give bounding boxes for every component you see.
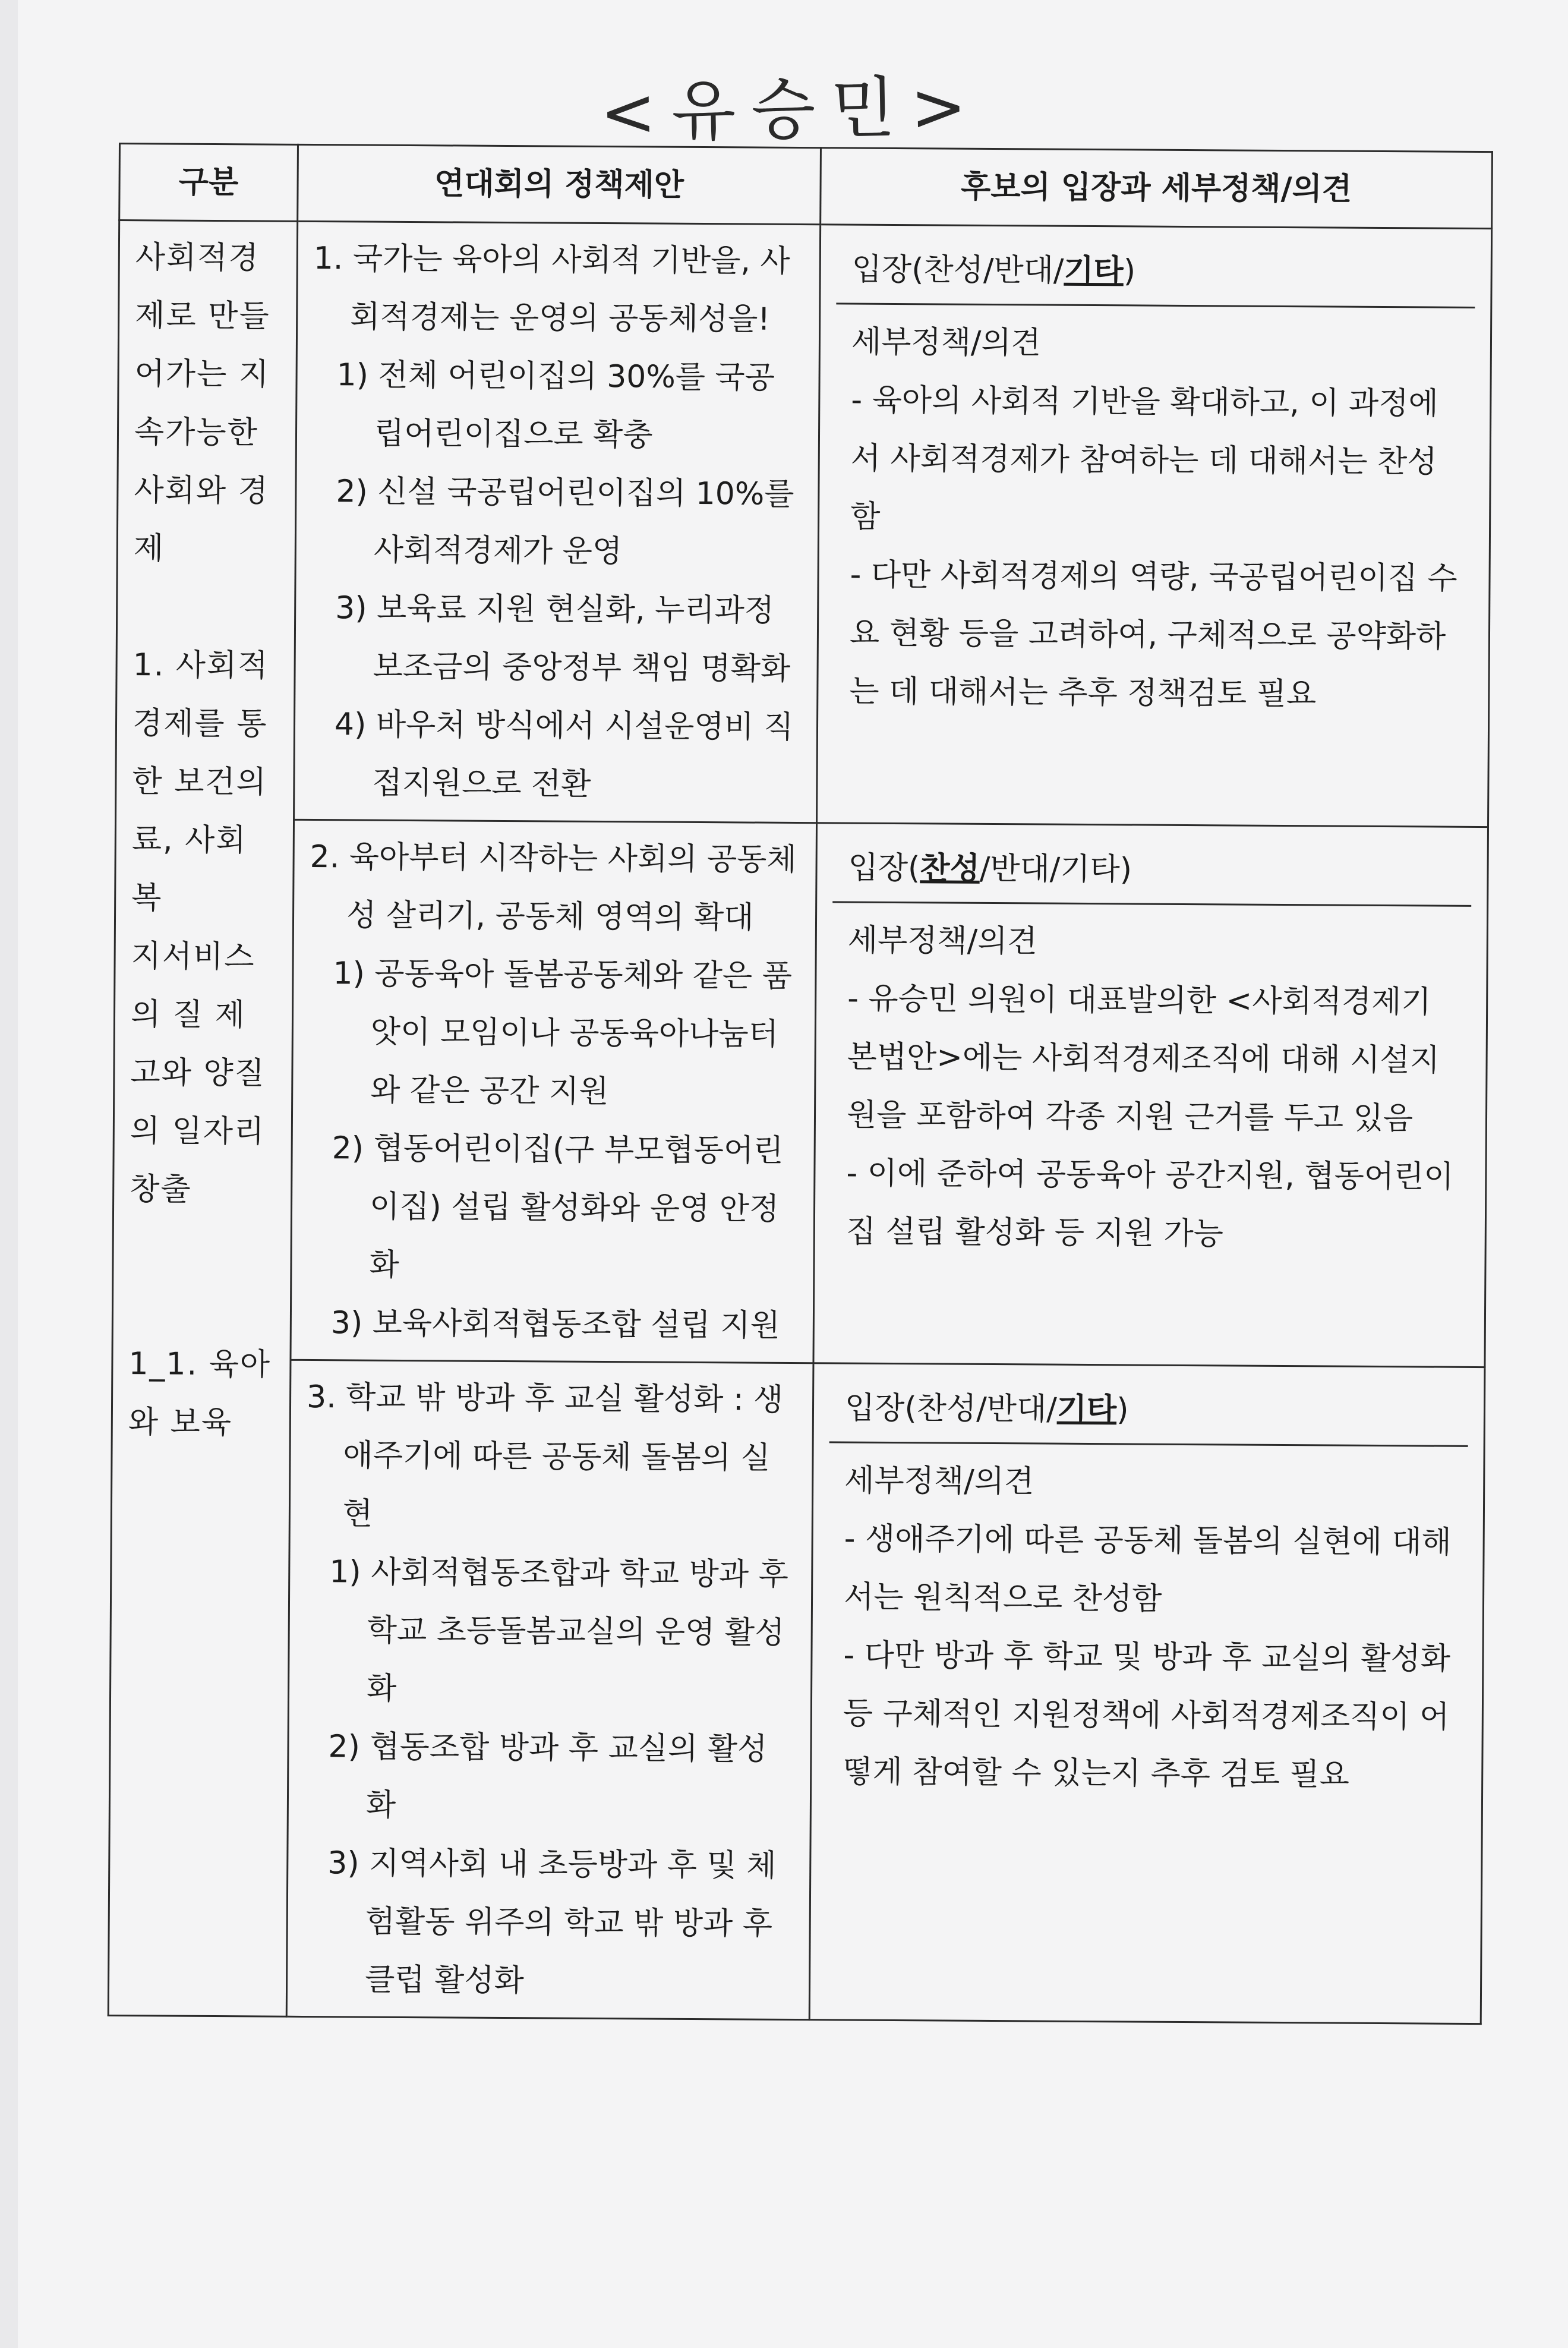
response-cell-3 xyxy=(809,1363,1485,2024)
proposal-cell-2 xyxy=(291,820,817,1363)
selected-position: 찬성 xyxy=(920,850,980,887)
category-line: 료, 사회복 xyxy=(131,822,247,916)
category-line: 1_1. 육아 xyxy=(128,1346,272,1383)
header-category: 구분 xyxy=(119,144,298,222)
detail-label: 세부정책/의견 xyxy=(847,922,1037,960)
proposal-item: 1) 공동육아 돌봄공동체와 같은 품앗이 모임이나 공동육아나눔터와 같은 공간 지원 xyxy=(333,956,793,1110)
response-cell-2 xyxy=(813,823,1488,1367)
proposal-item: 2) 협동어린이집(구 부모협동어린이집) 설립 활성화와 운영 안정화 xyxy=(332,1130,784,1283)
category-line: 의 일자리 xyxy=(130,1113,266,1150)
category-line: 창출 xyxy=(130,1171,192,1208)
position-line: 입장(찬성/반대/기타) xyxy=(829,1371,1469,1447)
category-line: 사회와 경 xyxy=(134,472,270,509)
response-line: - 육아의 사회적 기반을 확대하고, 이 과정에서 사회적경제가 참여하는 데 대해서는 찬성함 xyxy=(850,382,1438,535)
proposal-cell-3 xyxy=(286,1360,813,2019)
category-line: 와 보육 xyxy=(128,1404,233,1441)
document-page xyxy=(18,0,1568,2348)
proposal-item: 3) 보육료 지원 현실화, 누리과정 보조금의 중앙정부 책임 명확화 xyxy=(335,590,791,687)
proposal-title: 2. 육아부터 시작하는 사회의 공동체성 살리기, 공동체 영역의 확대 xyxy=(310,839,797,936)
category-line: 속가능한 xyxy=(134,414,259,451)
table-row xyxy=(108,1359,1485,2024)
header-row xyxy=(119,144,1493,229)
table-row xyxy=(116,220,1492,827)
detail-label: 세부정책/의견 xyxy=(851,324,1042,361)
category-line: 사회적경 xyxy=(135,239,260,276)
proposal-item: 2) 신설 국공립어린이집의 10%를 사회적경제가 운영 xyxy=(336,474,794,570)
category-line: 제로 만들 xyxy=(135,298,270,335)
category-line: 어가는 지 xyxy=(134,356,270,393)
detail-label: 세부정책/의견 xyxy=(844,1463,1034,1500)
response-line: - 이에 준하여 공동육아 공간지원, 협동어린이집 설립 활성화 등 지원 가능 xyxy=(845,1155,1454,1252)
header-response: 후보의 입장과 세부정책/의견 xyxy=(821,148,1493,229)
proposal-item: 1) 사회적협동조합과 학교 방과 후 학교 초등돌봄교실의 운영 활성화 xyxy=(329,1554,788,1707)
header-proposal: 연대회의 정책제안 xyxy=(298,144,821,224)
selected-position: 기타 xyxy=(1064,253,1124,289)
response-line: - 다만 방과 후 학교 및 방과 후 교실의 활성화 등 구체적인 지원정책에 사회적경제조직이 어떻게 참여할 수 있는지 추후 검토 필요 xyxy=(843,1637,1451,1793)
policy-table xyxy=(108,143,1493,2025)
proposal-item: 3) 지역사회 내 초등방과 후 및 체험활동 위주의 학교 밖 방과 후 클럽 활성화 xyxy=(327,1845,777,1999)
proposal-item: 3) 보육사회적협동조합 설립 지원 xyxy=(330,1305,781,1344)
proposal-title: 3. 학교 밖 방과 후 교실 활성화 : 생애주기에 따른 공동체 돌봄의 실현 xyxy=(306,1379,784,1532)
response-cell-1 xyxy=(817,225,1492,827)
table-row xyxy=(112,818,1488,1367)
response-line: - 다만 사회적경제의 역량, 국공립어린이집 수요 현황 등을 고려하여, 구체적으로 공약화하는 데 대해서는 추후 정책검토 필요 xyxy=(849,557,1457,713)
category-cell xyxy=(108,220,297,2017)
proposal-title: 1. 국가는 육아의 사회적 기반을, 사회적경제는 운영의 공동체성을! xyxy=(313,241,790,338)
proposal-item: 2) 협동조합 방과 후 교실의 활성화 xyxy=(328,1729,768,1823)
response-line: - 유승민 의원이 대표발의한 <사회적경제기본법안>에는 사회적경제조직에 대해 시설지원을 포함하여 각종 지원 근거를 두고 있음 xyxy=(846,981,1440,1137)
position-line: 입장(찬성/반대/기타) xyxy=(832,831,1472,907)
handwritten-title: <유승민> xyxy=(600,68,983,152)
category-line: 제 xyxy=(133,531,165,567)
category-line: 지서비스 xyxy=(131,938,255,975)
proposal-cell-1 xyxy=(294,221,821,822)
category-line: 한 보건의 xyxy=(132,764,268,800)
position-line: 입장(찬성/반대/기타) xyxy=(836,232,1475,308)
category-line: 의 질 제 xyxy=(130,997,246,1033)
category-line: 고와 양질 xyxy=(130,1055,266,1092)
proposal-item: 1) 전체 어린이집의 30%를 국공립어린이집으로 확충 xyxy=(336,357,775,453)
response-line: - 생애주기에 따른 공동체 돌봄의 실현에 대해서는 원칙적으로 찬성함 xyxy=(843,1521,1452,1617)
category-line: 1. 사회적 xyxy=(132,647,269,684)
selected-position: 기타 xyxy=(1056,1391,1117,1428)
category-line: 경제를 통 xyxy=(132,705,268,742)
proposal-item: 4) 바우처 방식에서 시설운영비 직접지원으로 전환 xyxy=(334,707,794,802)
